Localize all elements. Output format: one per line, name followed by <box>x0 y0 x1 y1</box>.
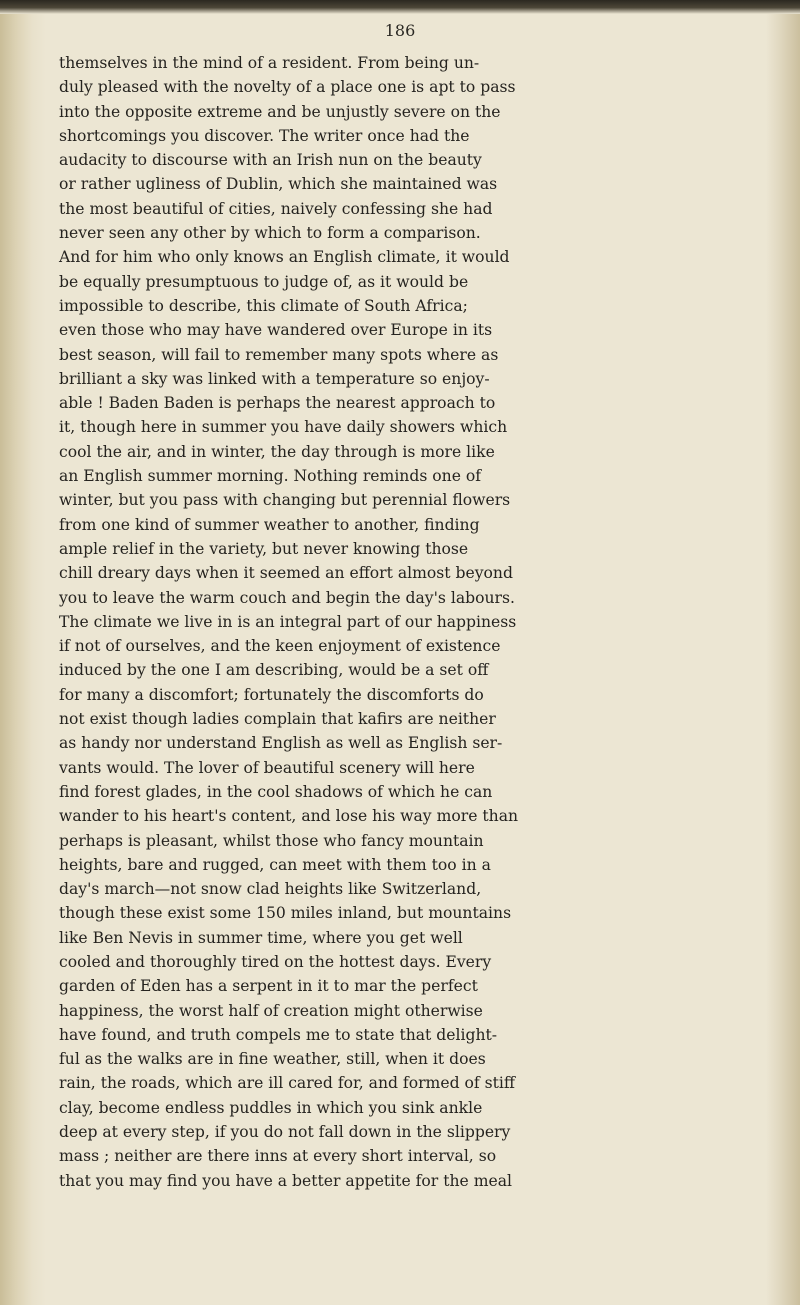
text-line: even those who may have wandered over Europe in its <box>59 321 493 340</box>
text-line: audacity to discourse with an Irish nun on the beauty <box>59 151 482 170</box>
text-line: impossible to describe, this climate of South Africa; <box>59 296 468 315</box>
text-line: not exist though ladies complain that kafirs are neither <box>59 710 496 729</box>
page-edge-left <box>0 0 46 1305</box>
text-line: be equally presumptuous to judge of, as it would be <box>59 272 469 291</box>
text-line: garden of Eden has a serpent in it to mar the perfect <box>59 977 478 996</box>
text-line: as handy nor understand English as well as English ser- <box>59 734 503 753</box>
text-line: that you may find you have a better appetite for the meal <box>59 1171 512 1190</box>
text-line: for many a discomfort; fortunately the discomforts do <box>59 685 484 704</box>
text-line: chill dreary days when it seemed an effort almost beyond <box>59 564 513 583</box>
text-line: able ! Baden Baden is perhaps the nearest approach to <box>59 394 496 413</box>
text-line: happiness, the worst half of creation might otherwise <box>59 1001 483 1020</box>
text-line: ample relief in the variety, but never knowing those <box>59 539 469 558</box>
text-line: day's march—not snow clad heights like Switzerland, <box>59 880 482 899</box>
body-text <box>59 51 784 1193</box>
text-line: or rather ugliness of Dublin, which she maintained was <box>59 175 498 194</box>
text-line: cooled and thoroughly tired on the hottest days. Every <box>59 952 492 971</box>
text-line: never seen any other by which to form a comparison. <box>59 224 481 243</box>
text-line: it, though here in summer you have daily showers which <box>59 418 508 437</box>
page-number: 186 <box>384 21 416 40</box>
text-line: the most beautiful of cities, naively confessing she had <box>59 199 493 218</box>
text-line: heights, bare and rugged, can meet with them too in a <box>59 855 491 874</box>
text-line: themselves in the mind of a resident. From being un- <box>59 54 480 72</box>
text-line: an English summer morning. Nothing reminds one of <box>59 467 482 486</box>
text-line: ful as the walks are in fine weather, still, when it does <box>59 1050 486 1069</box>
text-line: duly pleased with the novelty of a place one is apt to pass <box>59 78 516 97</box>
text-line: mass ; neither are there inns at every short interval, so <box>59 1147 497 1166</box>
text-line: best season, will fail to remember many spots where as <box>59 345 499 364</box>
text-line: have found, and truth compels me to state that delight- <box>59 1025 498 1044</box>
page-edge-top <box>0 0 800 14</box>
text-line: The climate we live in is an integral part of our happiness <box>59 612 517 631</box>
text-line: into the opposite extreme and be unjustly severe on the <box>59 102 501 121</box>
text-line: cool the air, and in winter, the day through is more like <box>59 442 495 461</box>
text-line: wander to his heart's content, and lose his way more than <box>59 807 519 826</box>
text-line: find forest glades, in the cool shadows of which he can <box>59 782 493 801</box>
text-line: like Ben Nevis in summer time, where you get well <box>59 928 463 947</box>
text-line: induced by the one I am describing, would be a set off <box>59 661 489 680</box>
text-line: clay, become endless puddles in which you sink ankle <box>59 1098 483 1117</box>
text-line: brilliant a sky was linked with a temperature so enjoy- <box>59 369 490 388</box>
text-line: rain, the roads, which are ill cared for, and formed of stiff <box>59 1074 515 1093</box>
text-line: shortcomings you discover. The writer once had the <box>59 126 470 145</box>
text-line: vants would. The lover of beautiful scenery will here <box>59 758 475 777</box>
text-line: if not of ourselves, and the keen enjoyment of existence <box>59 637 501 656</box>
text-line: you to leave the warm couch and begin the day's labours. <box>59 588 515 607</box>
text-line: perhaps is pleasant, whilst those who fancy mountain <box>59 831 484 850</box>
text-line: from one kind of summer weather to another, finding <box>59 515 480 534</box>
text-line: though these exist some 150 miles inland, but mountains <box>59 904 512 923</box>
text-line: winter, but you pass with changing but perennial flowers <box>59 491 511 510</box>
text-line: deep at every step, if you do not fall down in the slippery <box>59 1123 511 1142</box>
text-line: And for him who only knows an English climate, it would <box>59 248 510 267</box>
